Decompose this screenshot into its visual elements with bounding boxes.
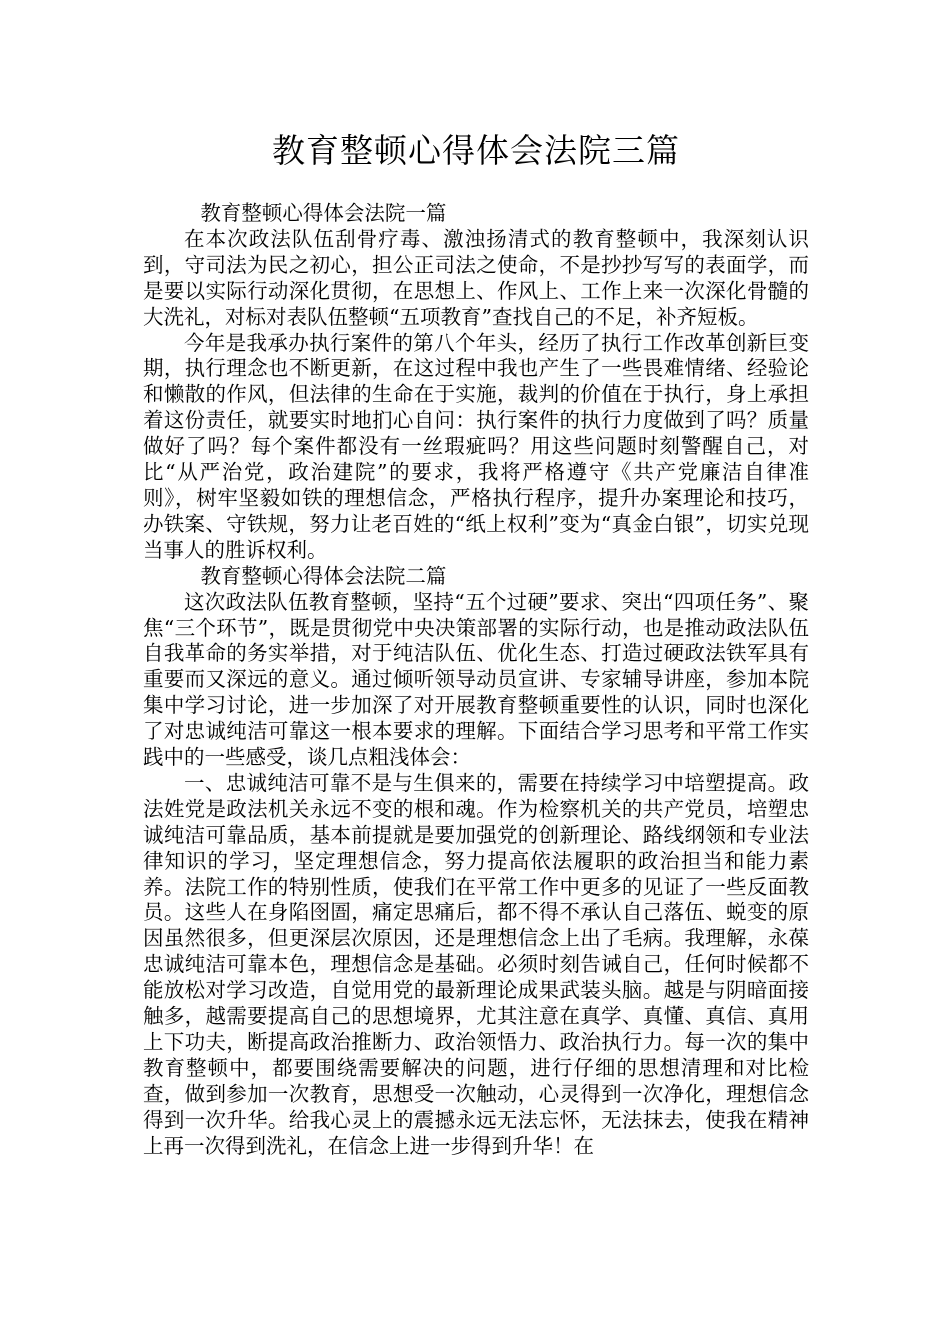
document-title: 教育整顿心得体会法院三篇 <box>272 131 680 170</box>
section-heading: 教育整顿心得体会法院一篇 <box>200 201 447 225</box>
section-two <box>143 564 809 1160</box>
section-heading: 教育整顿心得体会法院二篇 <box>200 563 447 588</box>
body-paragraph: 这次政法队伍教育整顿，坚持“五个过硬”要求、突出“四项任务”、聚焦“三个环节”，既是贯彻党中央决策部署的实际行动，也是推动政法队伍自我革命的务实举措，对于纯洁队伍、优化生态、打造过硬政法铁军具有重要而又深远的意义。通过倾听领导动员宣讲、专家辅导讲座，参加本院集中学习讨论，进一步加深了对开展教育整顿重要性的认识，同时也深化了对忠诚纯洁可靠这一根本要求的理解。下面结合学习思考和平常工作实践中的一些感受，谈几点粗浅体会： <box>143 589 809 770</box>
body-paragraph: 今年是我承办执行案件的第八个年头，经历了执行工作改革创新巨变期，执行理念也不断更新，在这过程中我也产生了一些畏难情绪、经验论和懒散的作风，但法律的生命在于实施，裁判的价值在于执行，身上承担着这份责任，就要实时地扪心自问：执行案件的执行力度做到了吗？质量做好了吗？每个案件都没有一丝瑕疵吗？用这些问题时刻警醒自己，对比“从严治党，政治建院”的要求，我将严格遵守《共产党廉洁自律准则》，树牢坚毅如铁的理想信念，严格执行程序，提升办案理论和技巧，办铁案、守铁规，努力让老百姓的“纸上权利”变为“真金白银”，切实兑现当事人的胜诉权利。 <box>143 330 809 562</box>
body-paragraph: 一、忠诚纯洁可靠不是与生俱来的，需要在持续学习中培塑提高。政法姓党是政法机关永远不变的根和魂。作为检察机关的共产党员，培塑忠诚纯洁可靠品质，基本前提就是要加强党的创新理论、路线纲领和专业法律知识的学习，坚定理想信念，努力提高依法履职的政治担当和能力素养。法院工作的特别性质，使我们在平常工作中更多的见证了一些反面教员。这些人在身陷囹圄，痛定思痛后，都不得不承认自己落伍、蜕变的原因虽然很多，但更深层次原因，还是理想信念上出了毛病。我理解，永葆忠诚纯洁可靠本色，理想信念是基础。必须时刻告诫自己，任何时候都不能放松对学习改造，自觉用党的最新理论成果武装头脑。越是与阴暗面接触多，越需要提高自己的思想境界，尤其注意在真学、真懂、真信、真用上下功夫，断提高政治推断力、政治领悟力、政治执行力。每一次的集中教育整顿中，都要围绕需要解决的问题，进行仔细的思想清理和对比检查，做到参加一次教育，思想受一次触动，心灵得到一次净化，理想信念得到一次升华。给我心灵上的震撼永远无法忘怀，无法抹去，使我在精神上再一次得到洗礼，在信念上进一步得到升华！在 <box>143 770 809 1158</box>
section-one <box>143 201 809 564</box>
document-page <box>143 128 809 1160</box>
body-paragraph: 在本次政法队伍刮骨疗毒、激浊扬清式的教育整顿中，我深刻认识到，守司法为民之初心，担公正司法之使命，不是抄抄写写的表面学，而是要以实际行动深化贯彻，在思想上、作风上、工作上来一次深化骨髓的大洗礼，对标对表队伍整顿“五项教育”查找自己的不足，补齐短板。 <box>143 226 809 329</box>
